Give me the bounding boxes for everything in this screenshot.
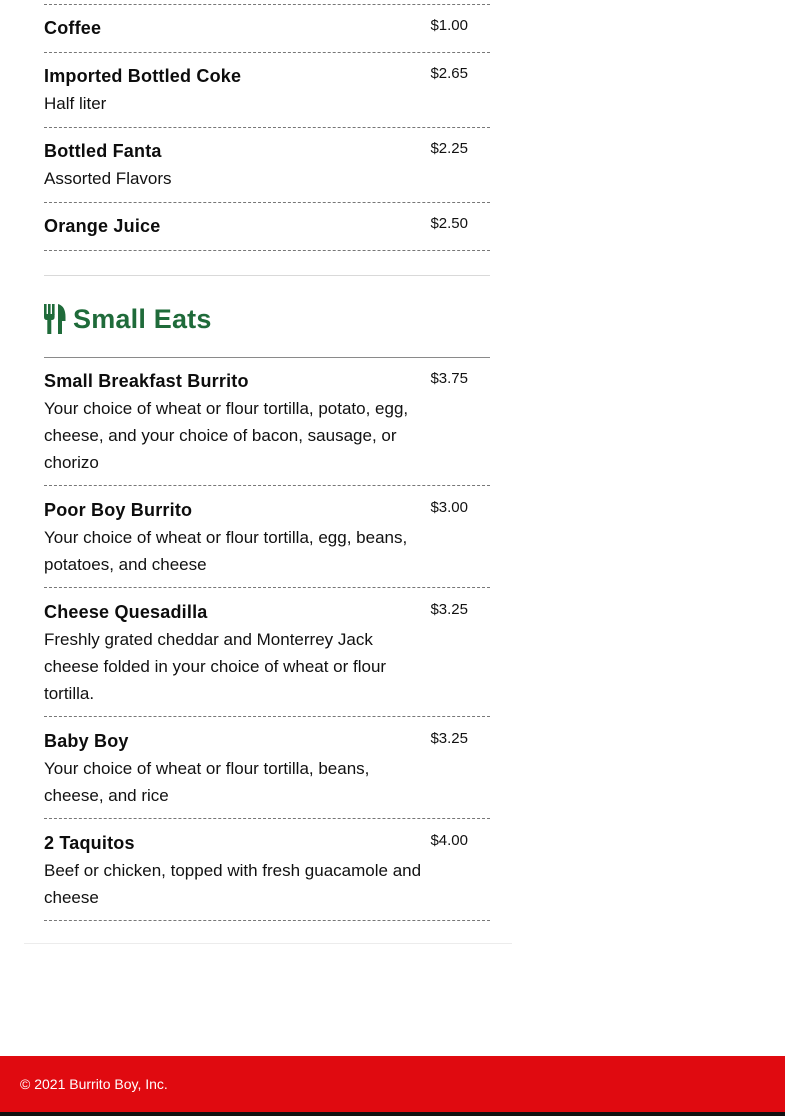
item-name: Poor Boy Burrito [44,500,193,520]
menu-item [44,203,490,251]
menu-item [44,128,490,203]
item-description: Beef or chicken, topped with fresh guacamole and cheese [44,861,422,907]
drinks-list [44,5,490,251]
footer [0,1056,785,1112]
menu-panel [24,0,512,944]
fork-knife-icon [44,304,68,334]
copyright-text: © 2021 Burrito Boy, Inc. [20,1076,168,1092]
item-price: $3.75 [430,370,468,387]
footer-bottom-bar [0,1112,785,1116]
item-name: Orange Juice [44,216,161,236]
menu-item [44,819,490,921]
section-title: Small Eats [73,304,212,334]
menu-item [44,588,490,717]
section-header [44,302,212,336]
item-description: Freshly grated cheddar and Monterrey Jack cheese folded in your choice of wheat or flour tortilla. [44,630,387,703]
item-name: Cheese Quesadilla [44,602,208,622]
item-price: $4.00 [430,832,468,849]
item-description: Assorted Flavors [44,169,172,188]
item-name: Imported Bottled Coke [44,66,242,86]
item-price: $2.50 [430,215,468,232]
small-eats-list [44,358,490,921]
item-price: $3.00 [430,499,468,516]
item-name: Bottled Fanta [44,141,162,161]
menu-item [44,486,490,588]
item-name: Coffee [44,18,102,38]
item-price: $3.25 [430,730,468,747]
item-name: Small Breakfast Burrito [44,371,249,391]
menu-item [44,717,490,819]
item-price: $2.25 [430,140,468,157]
item-description: Your choice of wheat or flour tortilla, potato, egg, cheese, and your choice of bacon, sausage, or chorizo [44,399,409,472]
item-name: 2 Taquitos [44,833,135,853]
menu-item [44,53,490,128]
item-price: $3.25 [430,601,468,618]
item-price: $1.00 [430,17,468,34]
item-description: Your choice of wheat or flour tortilla, beans, cheese, and rice [44,759,370,805]
item-price: $2.65 [430,65,468,82]
item-name: Baby Boy [44,731,129,751]
section-divider [44,275,490,276]
item-description: Half liter [44,94,107,113]
menu-item [44,5,490,53]
item-description: Your choice of wheat or flour tortilla, egg, beans, potatoes, and cheese [44,528,408,574]
menu-item [44,358,490,486]
